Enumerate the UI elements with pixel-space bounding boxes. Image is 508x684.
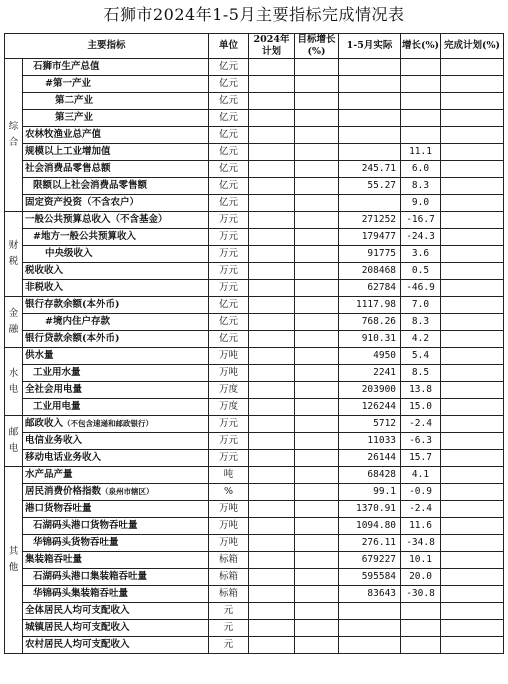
unit-cell: 吨 — [209, 467, 249, 484]
indicator-table — [4, 33, 504, 654]
category-label: 金融 — [5, 297, 23, 348]
actual-cell: 83643 — [339, 586, 401, 603]
page-title: 石狮市2024年1-5月主要指标完成情况表 — [103, 5, 405, 24]
actual-cell — [339, 144, 401, 161]
growth-cell: -30.8 — [401, 586, 441, 603]
indicator-name: 石湖码头港口货物吞吐量 — [23, 518, 209, 535]
table-row — [5, 127, 504, 144]
growth-cell: 0.5 — [401, 263, 441, 280]
table-row — [5, 518, 504, 535]
indicator-name: 固定资产投资（不含农户） — [23, 195, 209, 212]
unit-cell: 亿元 — [209, 195, 249, 212]
indicator-name: 城镇居民人均可支配收入 — [23, 620, 209, 637]
indicator-name: 第三产业 — [23, 110, 209, 127]
unit-cell: 万元 — [209, 450, 249, 467]
growth-cell: 11.6 — [401, 518, 441, 535]
actual-cell: 1117.98 — [339, 297, 401, 314]
actual-cell: 208468 — [339, 263, 401, 280]
actual-cell: 126244 — [339, 399, 401, 416]
indicator-name: 银行贷款余额(本外币) — [23, 331, 209, 348]
indicator-note: （不包含速递和邮政银行） — [63, 419, 154, 428]
unit-cell: 元 — [209, 620, 249, 637]
unit-cell: 标箱 — [209, 569, 249, 586]
indicator-name: 电信业务收入 — [23, 433, 209, 450]
indicator-name: 工业用电量 — [23, 399, 209, 416]
unit-cell: 标箱 — [209, 586, 249, 603]
table-row — [5, 195, 504, 212]
actual-cell: 1370.91 — [339, 501, 401, 518]
growth-cell: 7.0 — [401, 297, 441, 314]
table-row — [5, 603, 504, 620]
table-row — [5, 433, 504, 450]
actual-cell — [339, 637, 401, 654]
growth-cell: -24.3 — [401, 229, 441, 246]
unit-cell: 亿元 — [209, 161, 249, 178]
indicator-name: #境内住户存款 — [23, 314, 209, 331]
growth-cell: 8.5 — [401, 365, 441, 382]
unit-cell: 万元 — [209, 212, 249, 229]
indicator-name: 非税收入 — [23, 280, 209, 297]
growth-cell: -46.9 — [401, 280, 441, 297]
category-label: 其他 — [5, 467, 23, 654]
indicator-name: #地方一般公共预算收入 — [23, 229, 209, 246]
actual-cell: 245.71 — [339, 161, 401, 178]
unit-cell: 万元 — [209, 229, 249, 246]
table-row — [5, 161, 504, 178]
actual-cell — [339, 127, 401, 144]
indicator-name: 华锦码头集装箱吞吐量 — [23, 586, 209, 603]
growth-cell: 10.1 — [401, 552, 441, 569]
actual-cell: 26144 — [339, 450, 401, 467]
indicator-name: 限额以上社会消费品零售额 — [23, 178, 209, 195]
indicator-name: 石湖码头港口集装箱吞吐量 — [23, 569, 209, 586]
category-label: 水电 — [5, 348, 23, 416]
unit-cell: 标箱 — [209, 552, 249, 569]
header-actual: 1-5月实际 — [339, 34, 401, 59]
unit-cell: 万元 — [209, 263, 249, 280]
actual-cell: 91775 — [339, 246, 401, 263]
unit-cell: 亿元 — [209, 331, 249, 348]
indicator-name: 居民消费价格指数（泉州市辖区） — [23, 484, 209, 501]
table-row — [5, 314, 504, 331]
actual-cell — [339, 620, 401, 637]
unit-cell: 亿元 — [209, 59, 249, 76]
unit-cell: 万吨 — [209, 518, 249, 535]
table-row — [5, 501, 504, 518]
table-row — [5, 620, 504, 637]
table-row — [5, 450, 504, 467]
actual-cell: 276.11 — [339, 535, 401, 552]
unit-cell: 亿元 — [209, 93, 249, 110]
table-row — [5, 484, 504, 501]
unit-cell: 万吨 — [209, 535, 249, 552]
indicator-name: 港口货物吞吐量 — [23, 501, 209, 518]
indicator-name: 工业用水量 — [23, 365, 209, 382]
growth-cell: 20.0 — [401, 569, 441, 586]
table-row — [5, 297, 504, 314]
unit-cell: 亿元 — [209, 110, 249, 127]
table-row — [5, 110, 504, 127]
growth-cell: 3.6 — [401, 246, 441, 263]
actual-cell — [339, 195, 401, 212]
growth-cell — [401, 620, 441, 637]
actual-cell: 99.1 — [339, 484, 401, 501]
growth-cell: 8.3 — [401, 178, 441, 195]
unit-cell: 万元 — [209, 280, 249, 297]
growth-cell — [401, 59, 441, 76]
table-row — [5, 637, 504, 654]
indicator-note: （泉州市辖区） — [101, 487, 154, 496]
table-row — [5, 93, 504, 110]
actual-cell: 4950 — [339, 348, 401, 365]
actual-cell: 179477 — [339, 229, 401, 246]
unit-cell: 亿元 — [209, 144, 249, 161]
actual-cell: 1094.80 — [339, 518, 401, 535]
table-row — [5, 263, 504, 280]
table-row — [5, 76, 504, 93]
indicator-name: 第二产业 — [23, 93, 209, 110]
table-row — [5, 280, 504, 297]
indicator-name: 供水量 — [23, 348, 209, 365]
indicator-name: 社会消费品零售总额 — [23, 161, 209, 178]
indicator-name: 全体居民人均可支配收入 — [23, 603, 209, 620]
unit-cell: 万吨 — [209, 365, 249, 382]
growth-cell: 15.7 — [401, 450, 441, 467]
unit-cell: 万元 — [209, 433, 249, 450]
indicator-name: 水产品产量 — [23, 467, 209, 484]
indicator-name: 税收收入 — [23, 263, 209, 280]
table-row — [5, 416, 504, 433]
header-completion: 完成计划(%) — [441, 34, 504, 59]
indicator-name: 银行存款余额(本外币) — [23, 297, 209, 314]
actual-cell — [339, 603, 401, 620]
growth-cell: 4.2 — [401, 331, 441, 348]
growth-cell: -34.8 — [401, 535, 441, 552]
table-row — [5, 178, 504, 195]
actual-cell: 271252 — [339, 212, 401, 229]
indicator-name: 农林牧渔业总产值 — [23, 127, 209, 144]
indicator-name: 石狮市生产总值 — [23, 59, 209, 76]
growth-cell — [401, 76, 441, 93]
unit-cell: 万吨 — [209, 348, 249, 365]
table-row — [5, 467, 504, 484]
growth-cell: 8.3 — [401, 314, 441, 331]
indicator-name: #第一产业 — [23, 76, 209, 93]
unit-cell: 元 — [209, 637, 249, 654]
header-growth: 增长(%) — [401, 34, 441, 59]
unit-cell: 亿元 — [209, 76, 249, 93]
category-label: 邮电 — [5, 416, 23, 467]
indicator-name: 一般公共预算总收入（不含基金） — [23, 212, 209, 229]
actual-cell: 2241 — [339, 365, 401, 382]
actual-cell — [339, 59, 401, 76]
actual-cell — [339, 93, 401, 110]
actual-cell: 679227 — [339, 552, 401, 569]
unit-cell: 亿元 — [209, 127, 249, 144]
unit-cell: 万吨 — [209, 501, 249, 518]
table-row — [5, 586, 504, 603]
header-row — [5, 34, 504, 59]
indicator-name: 农村居民人均可支配收入 — [23, 637, 209, 654]
header-unit: 单位 — [209, 34, 249, 59]
actual-cell: 203900 — [339, 382, 401, 399]
header-target-growth: 目标增长(%) — [295, 34, 339, 59]
table-row — [5, 212, 504, 229]
table-row — [5, 365, 504, 382]
unit-cell: 万度 — [209, 399, 249, 416]
growth-cell: 13.8 — [401, 382, 441, 399]
growth-cell — [401, 110, 441, 127]
growth-cell: -0.9 — [401, 484, 441, 501]
actual-cell — [339, 110, 401, 127]
growth-cell: 4.1 — [401, 467, 441, 484]
category-label: 综合 — [5, 59, 23, 212]
growth-cell: 5.4 — [401, 348, 441, 365]
unit-cell: 万度 — [209, 382, 249, 399]
growth-cell: 15.0 — [401, 399, 441, 416]
indicator-name: 全社会用电量 — [23, 382, 209, 399]
table-row — [5, 331, 504, 348]
table-row — [5, 569, 504, 586]
unit-cell: 亿元 — [209, 178, 249, 195]
table-row — [5, 59, 504, 76]
table-row — [5, 399, 504, 416]
indicator-name: 规模以上工业增加值 — [23, 144, 209, 161]
indicator-name: 中央级收入 — [23, 246, 209, 263]
indicator-name: 集装箱吞吐量 — [23, 552, 209, 569]
header-indicator: 主要指标 — [5, 34, 209, 59]
actual-cell: 5712 — [339, 416, 401, 433]
growth-cell: 11.1 — [401, 144, 441, 161]
table-row — [5, 348, 504, 365]
actual-cell: 62784 — [339, 280, 401, 297]
growth-cell — [401, 603, 441, 620]
table-row — [5, 535, 504, 552]
growth-cell — [401, 637, 441, 654]
growth-cell: -2.4 — [401, 416, 441, 433]
actual-cell: 68428 — [339, 467, 401, 484]
actual-cell: 768.26 — [339, 314, 401, 331]
growth-cell: 9.0 — [401, 195, 441, 212]
unit-cell: 亿元 — [209, 314, 249, 331]
growth-cell: -2.4 — [401, 501, 441, 518]
table-row — [5, 229, 504, 246]
table-row — [5, 144, 504, 161]
indicator-name: 移动电话业务收入 — [23, 450, 209, 467]
unit-cell: 亿元 — [209, 297, 249, 314]
actual-cell: 910.31 — [339, 331, 401, 348]
growth-cell: 6.0 — [401, 161, 441, 178]
table-row — [5, 382, 504, 399]
growth-cell — [401, 127, 441, 144]
growth-cell: -6.3 — [401, 433, 441, 450]
actual-cell: 55.27 — [339, 178, 401, 195]
unit-cell: 元 — [209, 603, 249, 620]
unit-cell: 万元 — [209, 416, 249, 433]
growth-cell — [401, 93, 441, 110]
unit-cell: 万元 — [209, 246, 249, 263]
actual-cell — [339, 76, 401, 93]
table-row — [5, 246, 504, 263]
indicator-name: 邮政收入（不包含速递和邮政银行） — [23, 416, 209, 433]
header-plan: 2024年计划 — [249, 34, 295, 59]
category-label: 财税 — [5, 212, 23, 297]
table-row — [5, 552, 504, 569]
actual-cell: 595584 — [339, 569, 401, 586]
indicator-name: 华锦码头货物吞吐量 — [23, 535, 209, 552]
unit-cell: % — [209, 484, 249, 501]
actual-cell: 11033 — [339, 433, 401, 450]
growth-cell: -16.7 — [401, 212, 441, 229]
